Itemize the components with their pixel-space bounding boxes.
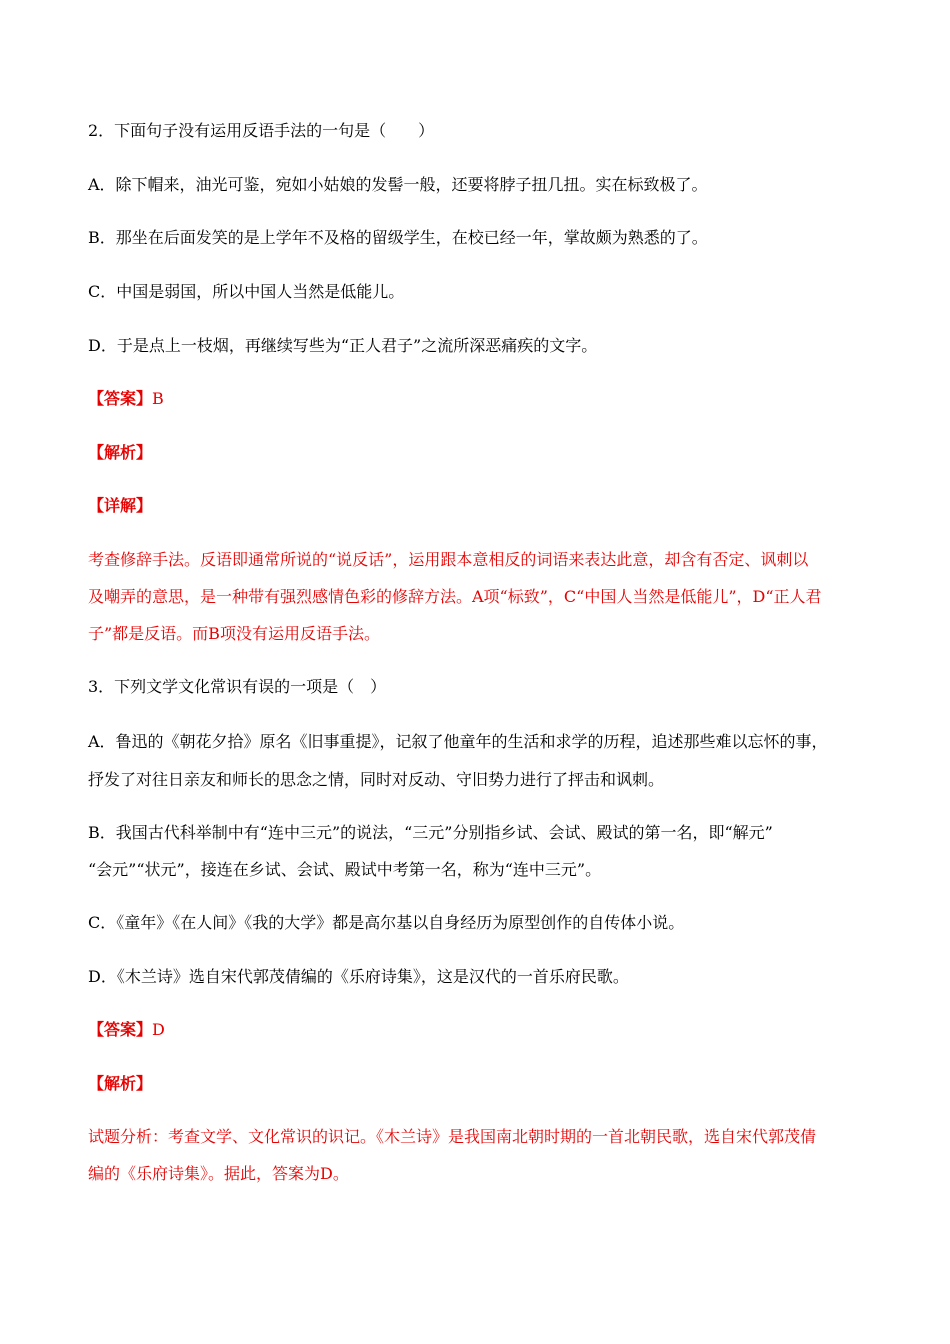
q2-option-b: B．那坐在后面发笑的是上学年不及格的留级学生，在校已经一年，掌故颇为熟悉的了。 <box>88 228 708 247</box>
q3-option-c: C．《童年》《在人间》《我的大学》都是高尔基以自身经历为原型创作的自传体小说。 <box>88 913 685 932</box>
q3-option-b-line: B．我国古代科举制中有“连中三元”的说法，“三元”分别指乡试、会试、殿试的第一名，即“解元” <box>88 823 773 842</box>
q3-answer <box>88 1020 165 1040</box>
q3-answer-value: D <box>152 1020 165 1039</box>
q2-detail-line: 子”都是反语。而B项没有运用反语手法。 <box>88 624 380 643</box>
q3-analysis-line: 编的《乐府诗集》。据此，答案为D。 <box>88 1164 349 1183</box>
q2-answer <box>88 389 164 409</box>
q3-answer-label: 【答案】 <box>88 1020 153 1039</box>
q2-detail-line: 及嘲弄的意思，是一种带有强烈感情色彩的修辞方法。A项“标致”，C“中国人当然是低能儿”，D“正人君 <box>88 587 822 606</box>
q3-option-d: D．《木兰诗》选自宋代郭茂倩编的《乐府诗集》，这是汉代的一首乐府民歌。 <box>88 967 629 986</box>
q2-answer-value: B <box>152 389 164 408</box>
q2-option-c: C．中国是弱国，所以中国人当然是低能儿。 <box>88 282 405 301</box>
q3-option-a-line: 抒发了对往日亲友和师长的思念之情，同时对反动、守旧势力进行了抨击和讽刺。 <box>88 770 665 789</box>
q2-detail-label: 【详解】 <box>88 496 153 515</box>
q3-analysis-line: 试题分析：考查文学、文化常识的识记。《木兰诗》是我国南北朝时期的一首北朝民歌，选自宋代郭茂倩 <box>88 1127 817 1146</box>
q3-option-b-line: “会元”“状元”，接连在乡试、会试、殿试中考第一名，称为“连中三元”。 <box>88 860 602 879</box>
q2-answer-label: 【答案】 <box>88 389 153 408</box>
q2-analysis-label: 【解析】 <box>88 443 153 462</box>
q2-option-d: D．于是点上一枝烟，再继续写些为“正人君子”之流所深恶痛疾的文字。 <box>88 336 598 355</box>
q2-stem: 2．下面句子没有运用反语手法的一句是（ ） <box>88 121 435 140</box>
q2-option-a: A．除下帽来，油光可鉴，宛如小姑娘的发髻一般，还要将脖子扭几扭。实在标致极了。 <box>88 175 708 194</box>
q3-analysis-label: 【解析】 <box>88 1074 153 1093</box>
q2-detail-line: 考查修辞手法。反语即通常所说的“说反话”，运用跟本意相反的词语来表达此意，却含有否定、讽刺以 <box>88 550 809 569</box>
q3-option-a-line: A．鲁迅的《朝花夕拾》原名《旧事重提》，记叙了他童年的生活和求学的历程，追述那些难以忘怀的事， <box>88 732 828 751</box>
q3-stem: 3．下列文学文化常识有误的一项是（ ） <box>88 677 387 696</box>
